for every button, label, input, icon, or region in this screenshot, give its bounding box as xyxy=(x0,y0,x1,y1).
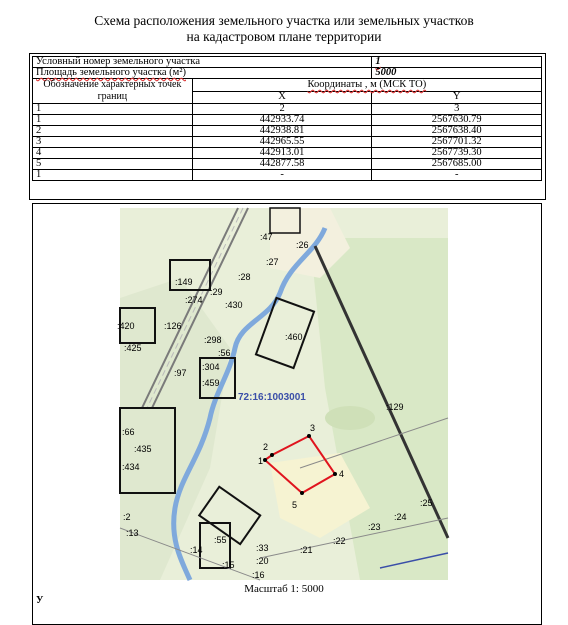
point-label: 2 xyxy=(263,442,269,452)
table-row xyxy=(33,115,542,126)
map-scale: Масштаб 1: 5000 xyxy=(244,583,324,595)
row-header xyxy=(33,79,542,92)
document-title-line1: Схема расположения земельного участка или земельных участков xyxy=(94,13,474,28)
point-y: 2567685.00 xyxy=(372,159,542,170)
parcel-label: :304 xyxy=(202,362,220,372)
parcel-label: :66 xyxy=(122,427,135,437)
point-label: 3 xyxy=(310,423,316,433)
parcel-label: :22 xyxy=(333,536,346,546)
parcel-label: :26 xyxy=(296,240,309,250)
parcel-label: :435 xyxy=(134,444,152,454)
point-x: 442933.74 xyxy=(192,115,372,126)
cadastral-map xyxy=(117,208,448,580)
point-y: - xyxy=(372,170,542,181)
parcel-label: :28 xyxy=(238,272,251,282)
parcel-number-label: Условный номер земельного участка xyxy=(33,57,372,68)
point-y: 2567701.32 xyxy=(372,137,542,148)
point-marker xyxy=(333,472,337,476)
parcel-label: :23 xyxy=(368,522,381,532)
parcel-label: :16 xyxy=(252,570,265,580)
table-row xyxy=(33,170,542,181)
point-marker xyxy=(270,453,274,457)
point-marker xyxy=(263,458,267,462)
parcel-label: :298 xyxy=(204,335,222,345)
point-number: 1 xyxy=(33,170,193,181)
parcel-label: :129 xyxy=(386,402,404,412)
parcel-label: :420 xyxy=(117,321,135,331)
parcel-label: :56 xyxy=(218,348,231,358)
parcel-label: :97 xyxy=(174,368,187,378)
point-y: 2567638.40 xyxy=(372,126,542,137)
parcel-label: :274 xyxy=(185,295,203,305)
point-label: 1 xyxy=(258,456,264,466)
parcel-label: :55 xyxy=(214,535,227,545)
parcel-number-value: 1 xyxy=(372,57,542,68)
cut-off-text: У xyxy=(36,595,44,606)
point-y: 2567630.79 xyxy=(372,115,542,126)
table-row xyxy=(33,126,542,137)
table-row xyxy=(33,148,542,159)
point-x: 442938.81 xyxy=(192,126,372,137)
row-index xyxy=(33,104,542,115)
parcel-label: :25 xyxy=(420,498,433,508)
parcel-label: :126 xyxy=(164,321,182,331)
point-marker xyxy=(307,434,311,438)
index-cell: 3 xyxy=(372,104,542,115)
parcel-label: :14 xyxy=(190,545,203,555)
parcel-label: :13 xyxy=(126,528,139,538)
parcel-area-value: 5000 xyxy=(372,68,542,79)
table-row xyxy=(33,159,542,170)
parcel-label: :425 xyxy=(124,343,142,353)
point-number: 1 xyxy=(33,115,193,126)
parcel-label: :434 xyxy=(122,462,140,472)
point-x: - xyxy=(192,170,372,181)
parcel-label: :2 xyxy=(123,512,131,522)
parcel-label: :24 xyxy=(394,512,407,522)
parcel-label: :459 xyxy=(202,378,220,388)
parcel-label: :460 xyxy=(285,332,303,342)
point-number: 2 xyxy=(33,126,193,137)
point-label: 5 xyxy=(292,500,298,510)
parcel-label: :149 xyxy=(175,277,193,287)
row-parcel-area xyxy=(33,68,542,79)
parcel-area-label: Площадь земельного участка (м²) xyxy=(33,68,372,79)
point-y: 2567739.30 xyxy=(372,148,542,159)
point-number: 3 xyxy=(33,137,193,148)
point-number: 5 xyxy=(33,159,193,170)
parcel-label: :15 xyxy=(222,560,235,570)
index-cell: 2 xyxy=(192,104,372,115)
parcel-label: :21 xyxy=(300,545,313,555)
parcel-label: :430 xyxy=(225,300,243,310)
parcel-label: :47 xyxy=(260,232,273,242)
parcel-label: :33 xyxy=(256,543,269,553)
row-parcel-number xyxy=(33,57,542,68)
points-header: Обозначение характерных точек границ xyxy=(33,79,193,104)
point-marker xyxy=(300,491,304,495)
table-row xyxy=(33,137,542,148)
document-title-line2: на кадастровом плане территории xyxy=(186,29,382,44)
index-cell: 1 xyxy=(33,104,193,115)
point-number: 4 xyxy=(33,148,193,159)
cadastral-block-label: 72:16:1003001 xyxy=(238,392,306,403)
parcel-label: :29 xyxy=(210,287,223,297)
point-x: 442913.01 xyxy=(192,148,372,159)
green-patch xyxy=(325,406,375,430)
point-x: 442965.55 xyxy=(192,137,372,148)
point-label: 4 xyxy=(339,469,345,479)
x-header: X xyxy=(192,91,372,104)
parcel-label: :20 xyxy=(256,556,269,566)
y-header: Y xyxy=(372,91,542,104)
parcel-label: :27 xyxy=(266,257,279,267)
point-x: 442877.58 xyxy=(192,159,372,170)
coords-header: Координаты , м (МСК ТО) xyxy=(192,79,541,92)
attributes-table xyxy=(32,56,542,181)
